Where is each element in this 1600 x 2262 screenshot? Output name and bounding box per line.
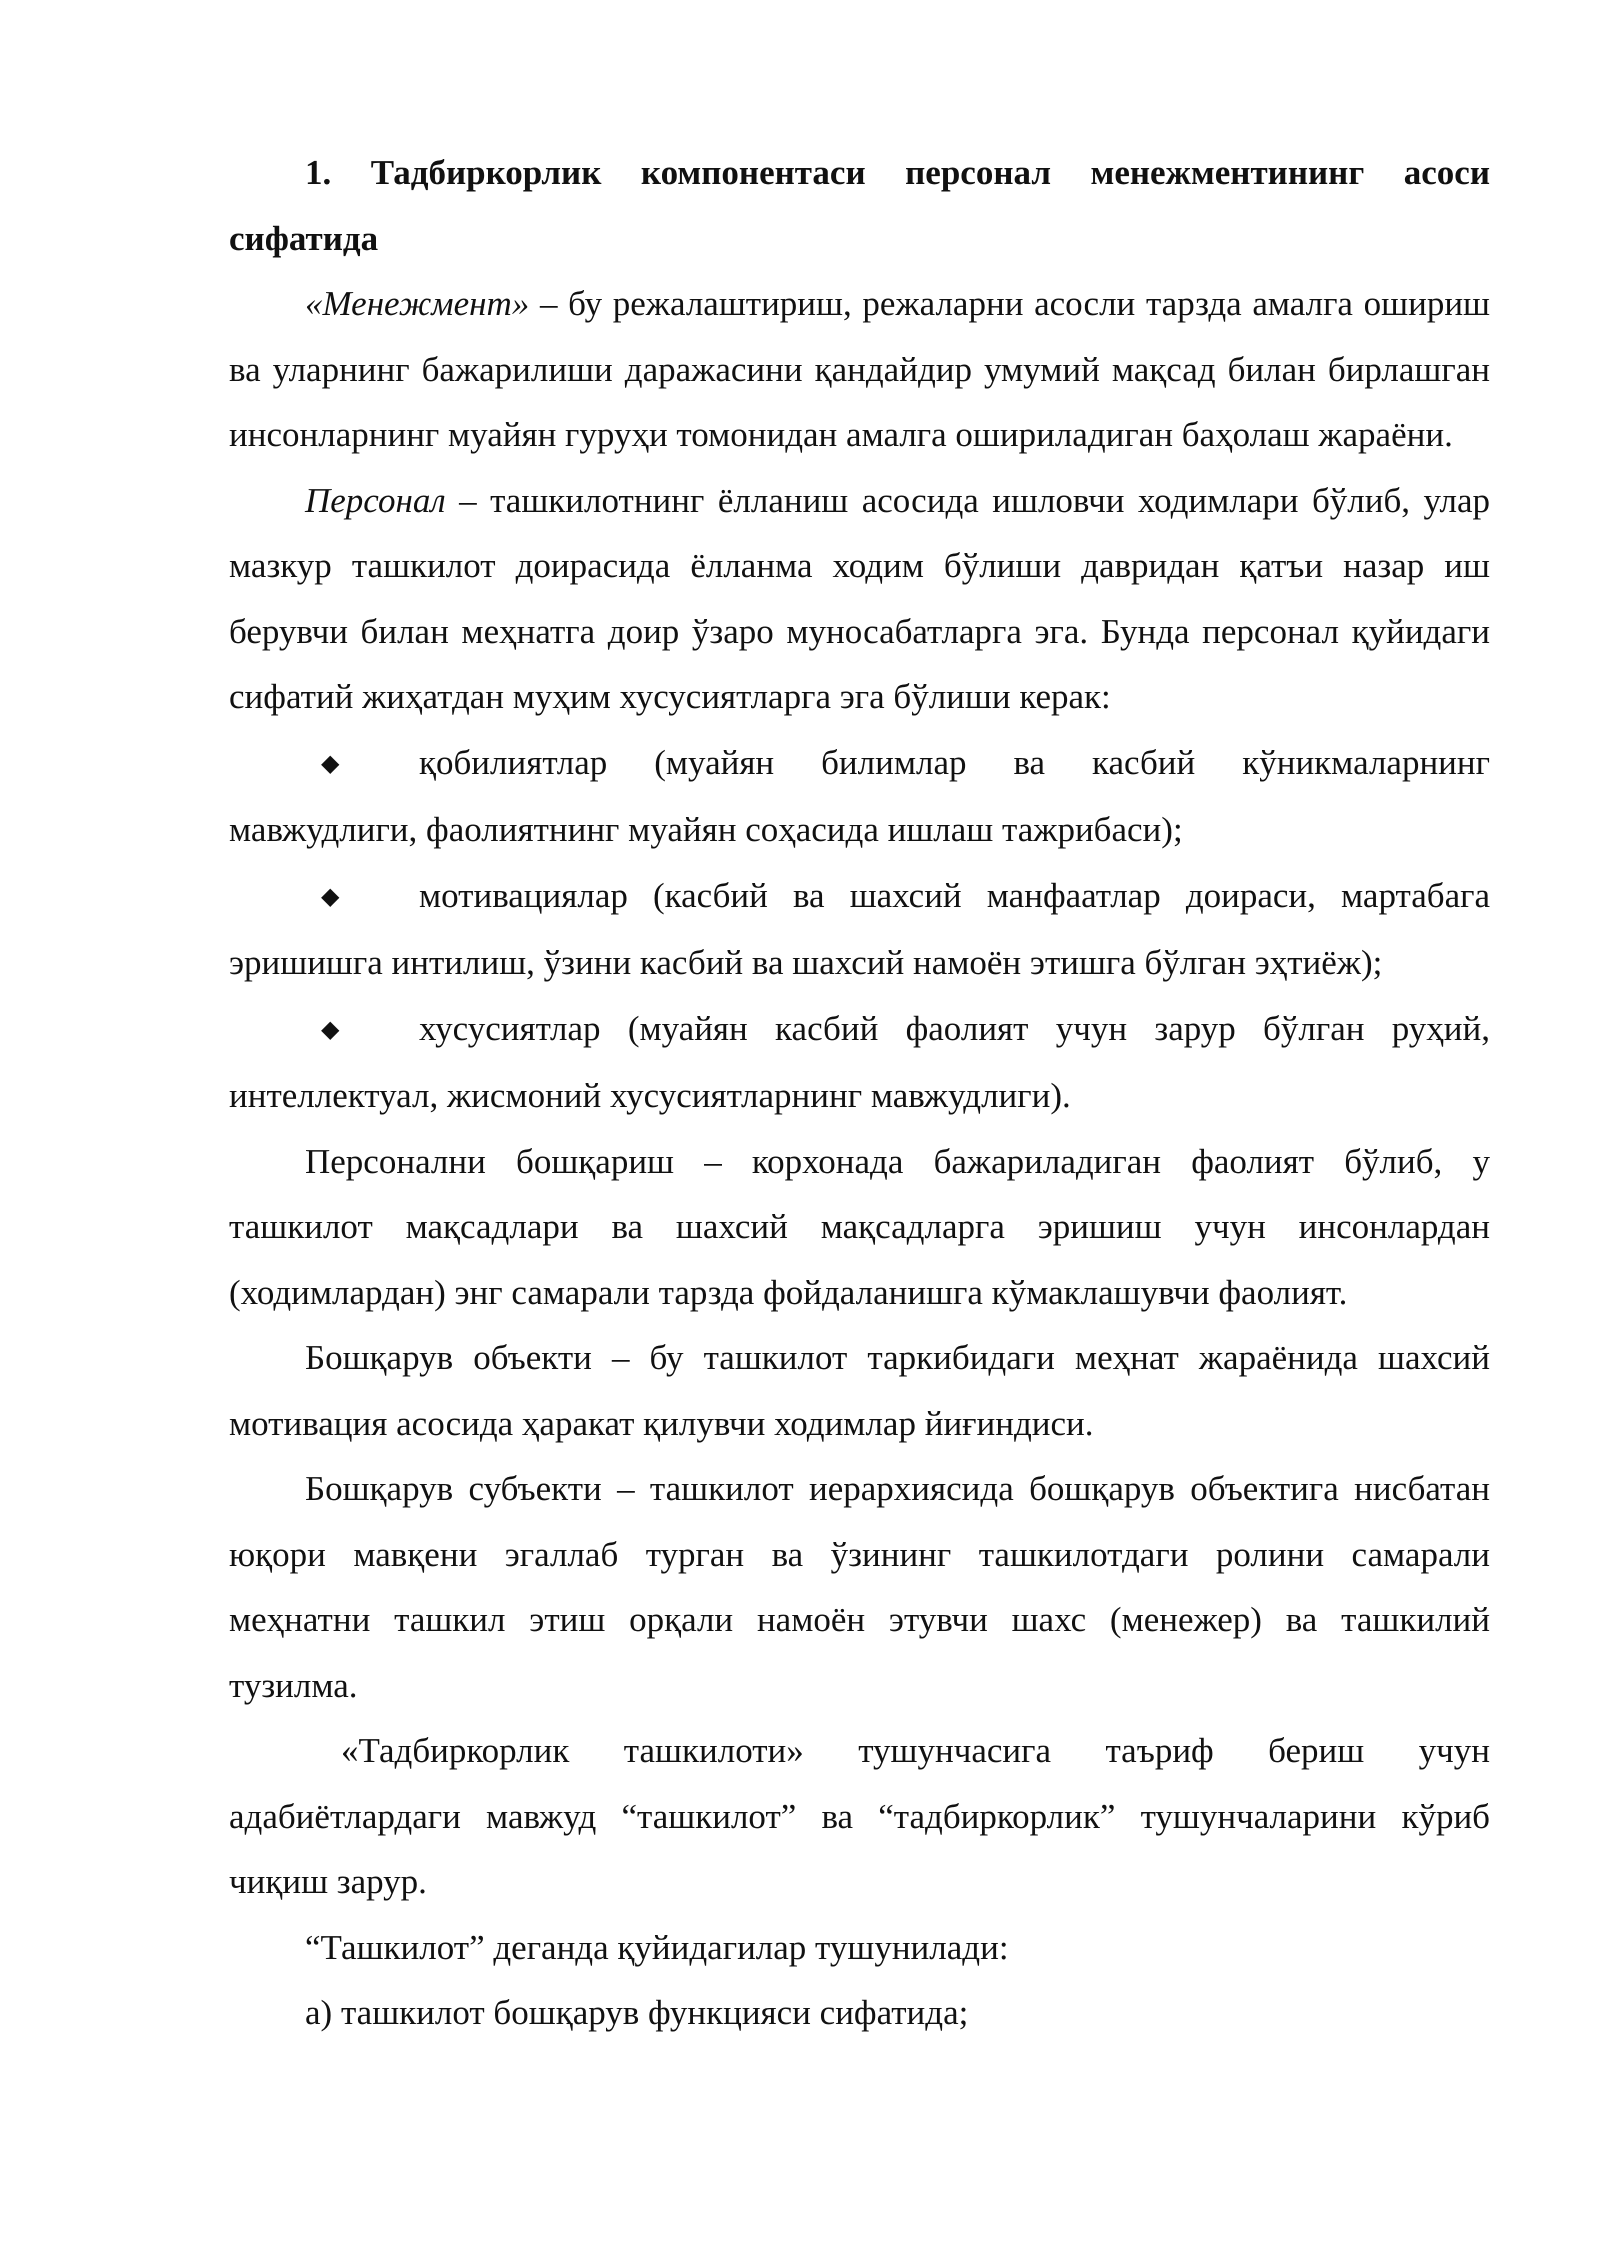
diamond-bullet-icon: ◆	[321, 750, 340, 777]
paragraph-definition-intro: «Тадбиркорлик ташкилоти» тушунчасига таъриф бериш учун адабиётлардаги мавжуд “ташкилот” ва “тадбиркорлик” тушунчаларини кўриб чиқиш зарур.	[229, 1731, 1490, 1901]
paragraph-personnel-text: – ташкилотнинг ёлланиш асосида ишловчи ходимлари бўлиб, улар мазкур ташкилот доирасида ёлланма ходим бўлиши давридан қатъи назар иш берувчи билан меҳнатга доир ўзаро муносабатларга эга. Бунда персонал қуйидаги сифатий жиҳатдан муҳим хусусиятларга эга бўлиши керак:	[229, 480, 1490, 716]
diamond-bullet-icon: ◆	[321, 883, 340, 910]
paragraph-management	[229, 271, 1490, 468]
list-item-a: а) ташкилот бошқарув функцияси сифатида;	[305, 1993, 969, 2032]
section-heading: 1. Тадбиркорлик компонентаси персонал менежментининг асоси сифатида	[229, 153, 1490, 258]
paragraph-organization-meaning: “Ташкилот” деганда қуйидагилар тушунилади:	[305, 1927, 1009, 1967]
paragraph-management-object: Бошқарув объекти – бу ташкилот таркибидаги меҳнат жараёнида шахсий мотивация асосида ҳаракат қилувчи ходимлар йиғиндиси.	[229, 1338, 1490, 1443]
paragraph-management-text: – бу режалаштириш, режаларни асосли тарзда амалга ошириш ва уларнинг бажарилиши даражасини қандайдир умумий мақсад билан бирлашган инсонларнинг муайян гуруҳи томонидан амалга ошириладиган баҳолаш жараёни.	[229, 284, 1490, 454]
paragraph-personnel-management: Персонални бошқариш – корхонада бажариладиган фаолият бўлиб, у ташкилот мақсадлари ва шахсий мақсадларга эришиш учун инсонлардан (ходимлардан) энг самарали тарзда фойдаланишга кўмаклашувчи фаолият.	[229, 1141, 1490, 1312]
bullet-item-text: хусусиятлар (муайян касбий фаолият учун зарур бўлган руҳий, интеллектуал, жисмоний хусусиятларнинг мавжудлиги).	[229, 1008, 1490, 1115]
document-page	[229, 140, 1490, 2046]
paragraph-management-subject: Бошқарув субъекти – ташкилот иерархиясида бошқарув объектига нисбатан юқори мавқени эгаллаб турган ва ўзининг ташкилотдаги ролини самарали меҳнатни ташкил этиш орқали намоён этувчи шахс (менежер) ва ташкилий тузилма.	[229, 1469, 1490, 1705]
bullet-item-qualities	[229, 996, 1490, 1129]
bullet-item-abilities	[229, 730, 1490, 863]
paragraph-personnel	[229, 468, 1490, 730]
bullet-item-text: қобилиятлар (муайян билимлар ва касбий кўникмаларнинг мавжудлиги, фаолиятнинг муайян соҳасида ишлаш тажрибаси);	[229, 742, 1490, 849]
term-personnel: Персонал	[305, 480, 446, 520]
bullet-item-motivations	[229, 863, 1490, 996]
bullet-item-text: мотивациялар (касбий ва шахсий манфаатлар доираси, мартабага эришишга интилиш, ўзини касбий ва шахсий намоён этишга бўлган эҳтиёж);	[229, 875, 1490, 982]
diamond-bullet-icon: ◆	[321, 1016, 340, 1043]
term-management: «Менежмент»	[305, 284, 530, 323]
